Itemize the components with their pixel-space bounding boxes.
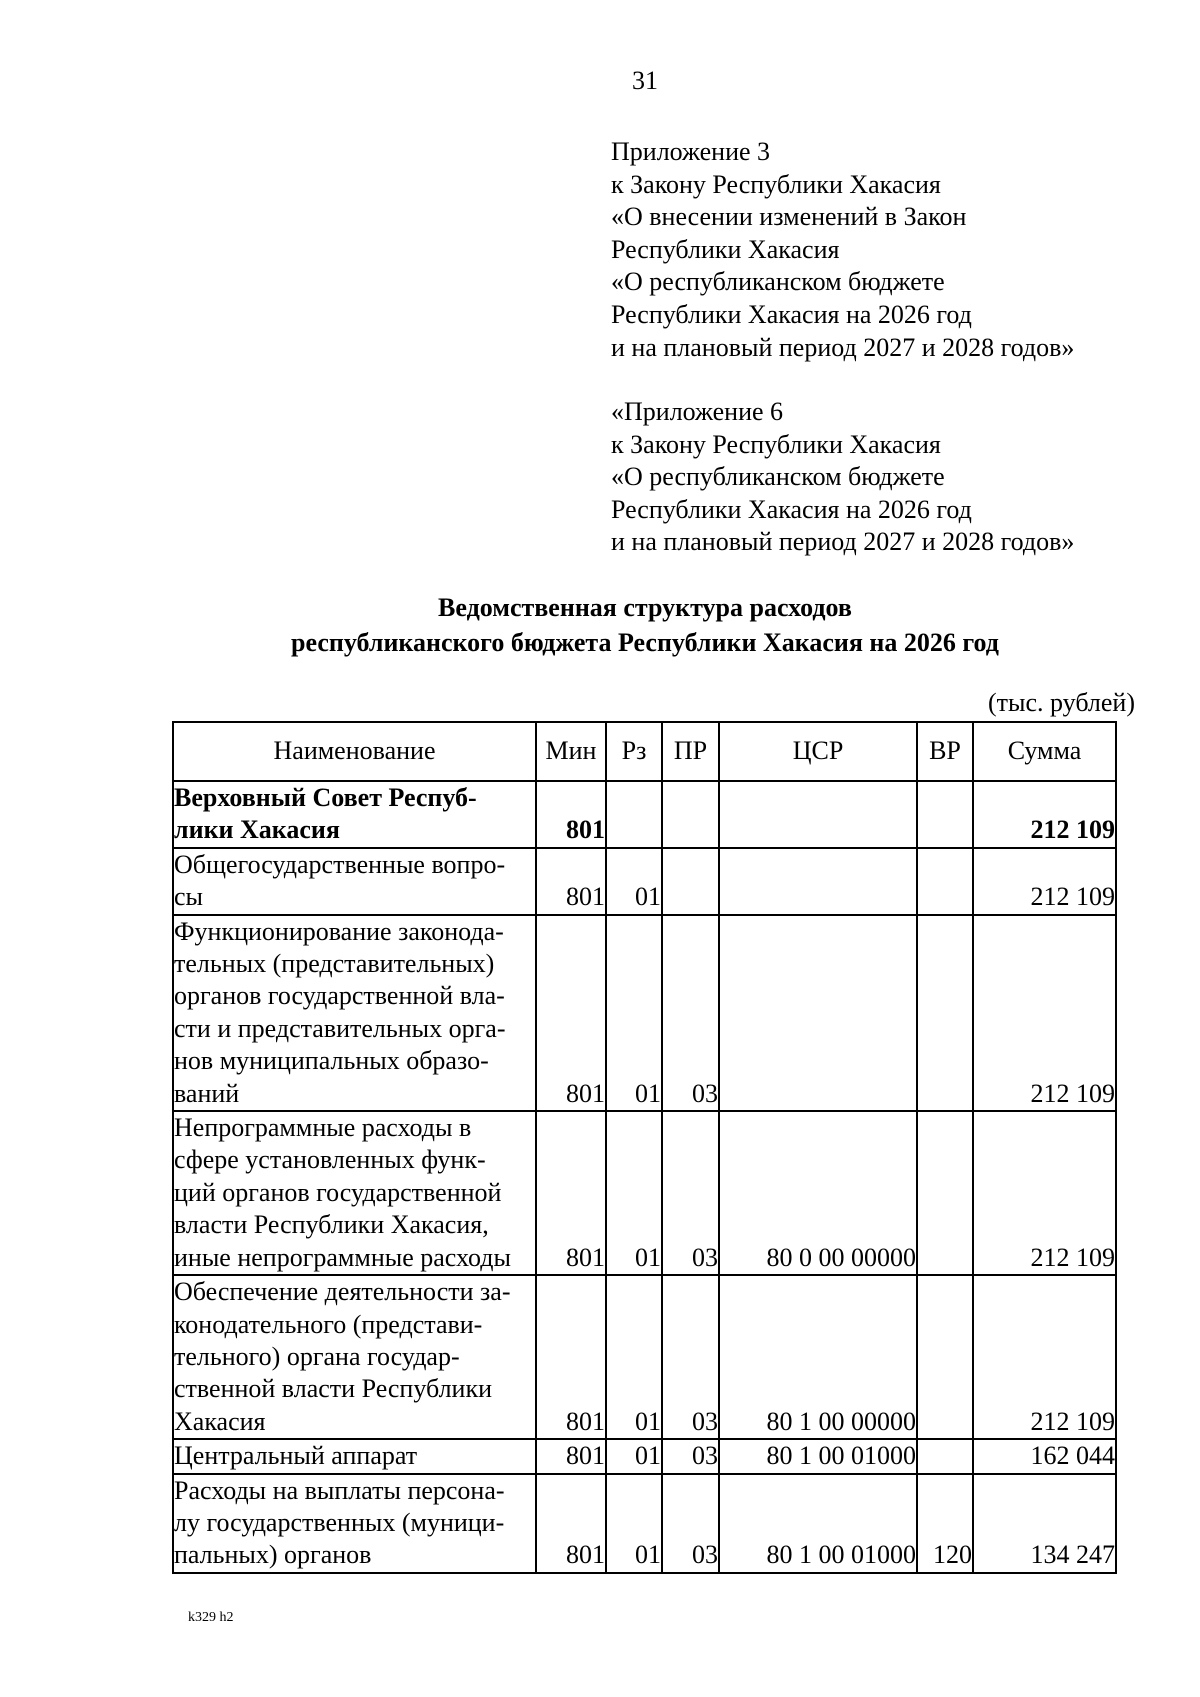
annex-2-line: Республики Хакасия на 2026 год: [611, 494, 972, 524]
cell-name-line: ваний: [174, 1078, 240, 1108]
cell-name-line: сы: [174, 882, 204, 912]
cell-rz: 01: [606, 1111, 662, 1275]
cell-pr: 03: [662, 1111, 719, 1275]
cell-min: 801: [536, 848, 606, 915]
cell-name-line: органов государственной вла-: [174, 981, 505, 1011]
cell-name-line: лу государственных (муници-: [174, 1507, 505, 1537]
annex-2-line: «О республиканском бюджете: [611, 462, 945, 492]
cell-name: [173, 781, 536, 848]
cell-name-line: ций органов государственной: [174, 1177, 502, 1207]
cell-rz: 01: [606, 915, 662, 1111]
cell-min: 801: [536, 781, 606, 848]
cell-name: [173, 915, 536, 1111]
annex-2-line: к Закону Республики Хакасия: [611, 429, 941, 459]
cell-csr: 80 1 00 00000: [719, 1275, 917, 1439]
cell-name: [173, 848, 536, 915]
cell-sum: 212 109: [973, 915, 1116, 1111]
annex-1-line: «О республиканском бюджете: [611, 267, 945, 297]
table-row: [173, 848, 1116, 915]
cell-name-line: Общегосударственные вопро-: [174, 849, 506, 879]
cell-name-line: Центральный аппарат: [174, 1441, 418, 1471]
table-row: [173, 1474, 1116, 1573]
cell-name-line: сфере установленных функ-: [174, 1145, 486, 1175]
cell-name: [173, 1111, 536, 1275]
header-name: Наименование: [173, 722, 536, 781]
cell-name-line: Расходы на выплаты персона-: [174, 1475, 505, 1505]
title-line-2: республиканского бюджета Республики Хакасия на 2026 год: [291, 628, 999, 657]
cell-vr: [917, 848, 973, 915]
table-row: [173, 1275, 1116, 1439]
header-sum: Сумма: [973, 722, 1116, 781]
cell-csr: 80 0 00 00000: [719, 1111, 917, 1275]
cell-name: [173, 1439, 536, 1473]
cell-vr: [917, 1111, 973, 1275]
cell-name-line: пальных) органов: [174, 1540, 372, 1570]
table-row: [173, 1439, 1116, 1473]
cell-name-line: конодательного (представи-: [174, 1309, 483, 1339]
footer-code: k329 h2: [188, 1610, 234, 1625]
cell-name-line: ственной власти Республики: [174, 1374, 493, 1404]
annex-1-line: «О внесении изменений в Закон: [611, 202, 967, 232]
cell-min: 801: [536, 915, 606, 1111]
cell-csr: 80 1 00 01000: [719, 1474, 917, 1573]
cell-name-line: нов муниципальных образо-: [174, 1046, 489, 1076]
cell-sum: 212 109: [973, 781, 1116, 848]
cell-name-line: Хакасия: [174, 1406, 266, 1436]
cell-name-line: власти Республики Хакасия,: [174, 1210, 489, 1240]
cell-vr: [917, 915, 973, 1111]
cell-name-line: тельных (представительных): [174, 949, 495, 979]
cell-rz: 01: [606, 1439, 662, 1473]
annex-reference-block-secondary: [611, 396, 1171, 559]
cell-rz: 01: [606, 848, 662, 915]
header-csr: ЦСР: [719, 722, 917, 781]
table-header-row: [173, 722, 1116, 781]
cell-pr: [662, 848, 719, 915]
table-row: [173, 915, 1116, 1111]
header-pr: ПР: [662, 722, 719, 781]
cell-name-line: тельного) органа государ-: [174, 1341, 460, 1371]
cell-name-line: Функционирование законода-: [174, 916, 504, 946]
header-vr: ВР: [917, 722, 973, 781]
header-rz: Рз: [606, 722, 662, 781]
cell-min: 801: [536, 1275, 606, 1439]
cell-name-line: лики Хакасия: [174, 815, 340, 845]
cell-csr: [719, 848, 917, 915]
cell-rz: 01: [606, 1474, 662, 1573]
cell-min: 801: [536, 1439, 606, 1473]
cell-name-line: иные непрограммные расходы: [174, 1242, 511, 1272]
budget-table: [172, 721, 1117, 1574]
cell-pr: 03: [662, 915, 719, 1111]
cell-csr: 80 1 00 01000: [719, 1439, 917, 1473]
cell-sum: 212 109: [973, 1275, 1116, 1439]
cell-min: 801: [536, 1474, 606, 1573]
cell-rz: 01: [606, 1275, 662, 1439]
title-line-1: Ведомственная структура расходов: [438, 593, 852, 622]
cell-csr: [719, 915, 917, 1111]
cell-min: 801: [536, 1111, 606, 1275]
cell-rz: [606, 781, 662, 848]
cell-pr: 03: [662, 1474, 719, 1573]
annex-1-line: Республики Хакасия на 2026 год: [611, 299, 972, 329]
cell-vr: [917, 781, 973, 848]
cell-vr: [917, 1439, 973, 1473]
cell-sum: 212 109: [973, 1111, 1116, 1275]
cell-csr: [719, 781, 917, 848]
cell-name-line: сти и представительных орга-: [174, 1013, 506, 1043]
units-label: (тыс. рублей): [987, 688, 1135, 717]
table-row: [173, 1111, 1116, 1275]
cell-name-line: Обеспечение деятельности за-: [174, 1277, 511, 1307]
annex-1-line: Республики Хакасия: [611, 234, 840, 264]
cell-name-line: Верховный Совет Респуб-: [174, 783, 477, 812]
cell-pr: [662, 781, 719, 848]
cell-name: [173, 1275, 536, 1439]
annex-2-line: и на плановый период 2027 и 2028 годов»: [611, 527, 1075, 557]
annex-2-line: «Приложение 6: [611, 397, 784, 426]
header-min: Мин: [536, 722, 606, 781]
cell-name: [173, 1474, 536, 1573]
cell-vr: 120: [917, 1474, 973, 1573]
annex-1-line: к Закону Республики Хакасия: [611, 169, 941, 199]
cell-sum: 162 044: [973, 1439, 1116, 1473]
annex-1-line: и на плановый период 2027 и 2028 годов»: [611, 332, 1075, 362]
cell-pr: 03: [662, 1275, 719, 1439]
cell-sum: 212 109: [973, 848, 1116, 915]
cell-name-line: Непрограммные расходы в: [174, 1113, 472, 1143]
annex-1-line: Приложение 3: [611, 137, 771, 166]
table-row: [173, 781, 1116, 848]
annex-reference-block: [611, 136, 1171, 364]
cell-sum: 134 247: [973, 1474, 1116, 1573]
document-title: [0, 590, 1200, 660]
page-number: 31: [632, 66, 658, 95]
cell-vr: [917, 1275, 973, 1439]
cell-pr: 03: [662, 1439, 719, 1473]
